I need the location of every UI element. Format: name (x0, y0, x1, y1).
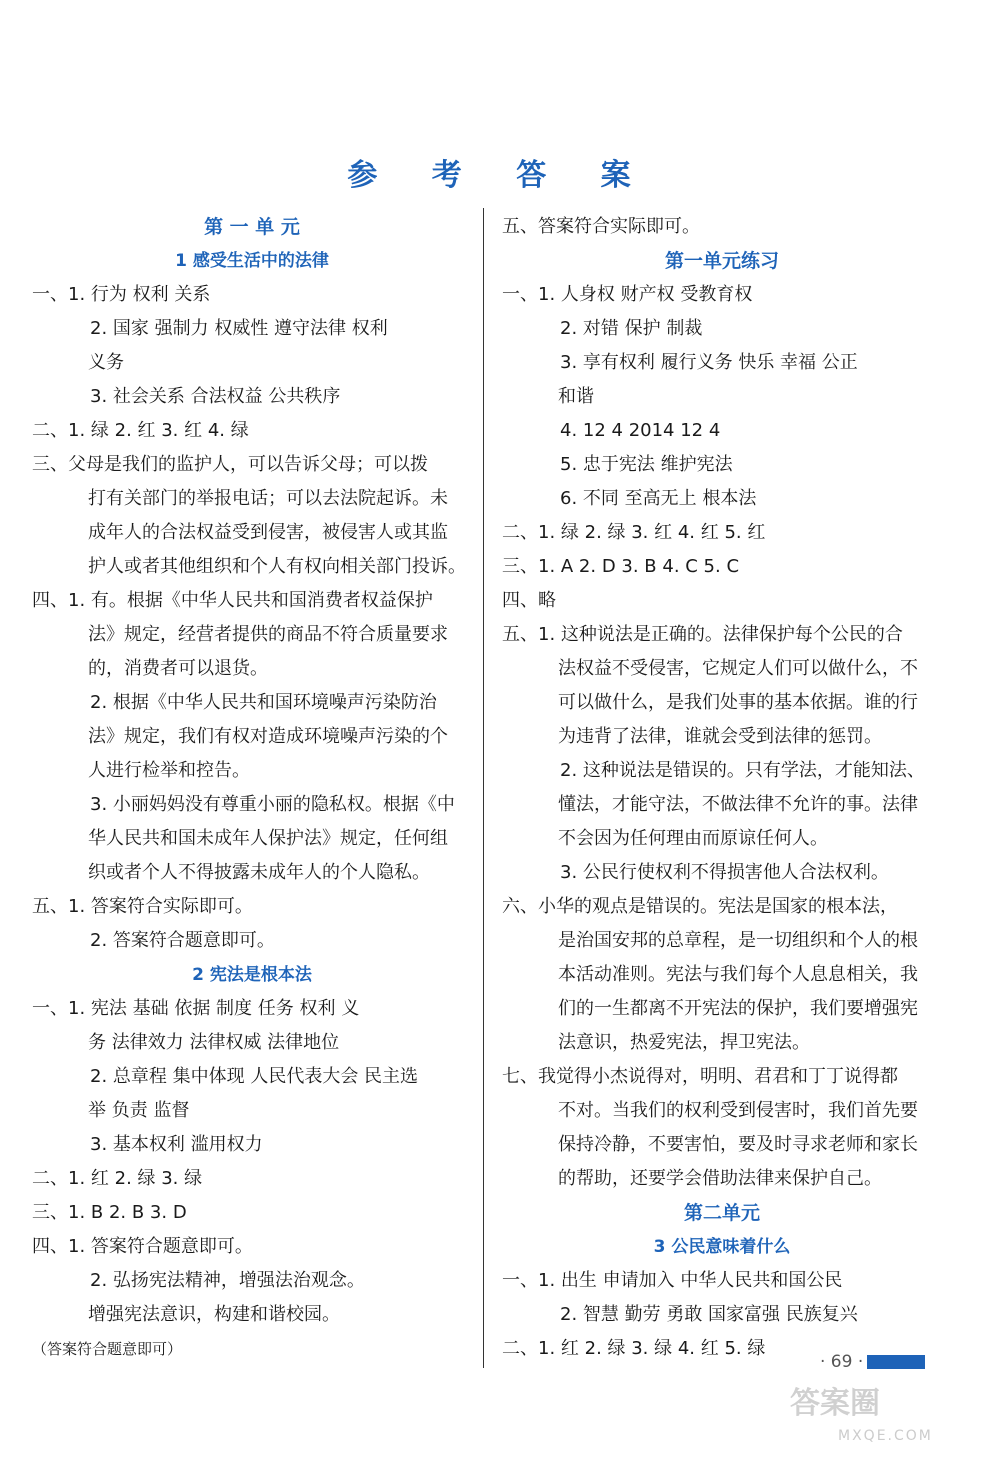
answer-line: 织或者个人不得披露未成年人的个人隐私。 (88, 862, 430, 883)
answer-line: 2. 弘扬宪法精神，增强法治观念。 (90, 1270, 365, 1291)
answer-line: 四、1. 答案符合题意即可。 (32, 1236, 253, 1257)
watermark-logo: 答案圈 (790, 1386, 880, 1421)
page-title: 参 考 答 案 (347, 158, 653, 193)
answer-line: 3. 社会关系 合法权益 公共秩序 (90, 386, 341, 407)
answer-line: 举 负责 监督 (88, 1100, 190, 1121)
answer-line: 3. 享有权利 履行义务 快乐 幸福 公正 (560, 352, 858, 373)
column-divider (483, 208, 484, 1368)
answer-line: 法》规定，经营者提供的商品不符合质量要求 (88, 624, 448, 645)
answer-line: 二、1. 红 2. 绿 3. 绿 (32, 1168, 203, 1189)
lesson-heading: 3 公民意味着什么 (653, 1237, 791, 1257)
answer-line: 四、1. 有。根据《中华人民共和国消费者权益保护 (32, 590, 433, 611)
answer-line: 4. 12 4 2014 12 4 (560, 420, 721, 441)
lesson-heading: 1 感受生活中的法律 (175, 251, 329, 271)
answer-line: 2. 根据《中华人民共和国环境噪声污染防治 (90, 692, 437, 713)
page-number (820, 1352, 925, 1372)
answer-line: 三、1. A 2. D 3. B 4. C 5. C (502, 556, 740, 577)
answer-line: 七、我觉得小杰说得对，明明、君君和丁丁说得都 (502, 1066, 898, 1087)
answer-line: 2. 总章程 集中体现 人民代表大会 民主选 (90, 1066, 419, 1087)
unit-heading: 第二单元 (683, 1202, 760, 1224)
answer-line: 3. 小丽妈妈没有尊重小丽的隐私权。根据《中 (90, 794, 455, 815)
answer-line: 的帮助，还要学会借助法律来保护自己。 (558, 1168, 882, 1189)
answer-line: 6. 不同 至高无上 根本法 (560, 488, 757, 509)
answer-line: 打有关部门的举报电话；可以去法院起诉。未 (88, 488, 448, 509)
answer-line: 义务 (88, 352, 124, 373)
answer-line: 法权益不受侵害，它规定人们可以做什么，不 (558, 658, 918, 679)
answer-line: 五、1. 这种说法是正确的。法律保护每个公民的合 (502, 624, 903, 645)
page-number-bar (867, 1355, 925, 1369)
answer-line: 二、1. 绿 2. 绿 3. 红 4. 红 5. 红 (502, 522, 766, 543)
answer-line: 二、1. 绿 2. 红 3. 红 4. 绿 (32, 420, 249, 441)
answer-line: 人进行检举和控告。 (88, 760, 250, 781)
lesson-heading: 2 宪法是根本法 (192, 965, 312, 985)
answer-line: 增强宪法意识，构建和谐校园。 (88, 1304, 340, 1325)
right-column (502, 210, 942, 1366)
answer-line: 们的一生都离不开宪法的保护，我们要增强宪 (558, 998, 918, 1019)
answer-line: 六、小华的观点是错误的。宪法是国家的根本法， (502, 896, 898, 917)
answer-line: 和谐 (558, 386, 594, 407)
answer-line: 法意识，热爱宪法，捍卫宪法。 (558, 1032, 810, 1053)
unit-heading: 第 一 单 元 (204, 216, 300, 238)
answer-line: 二、1. 红 2. 绿 3. 绿 4. 红 5. 绿 (502, 1338, 766, 1359)
answer-line: 五、答案符合实际即可。 (502, 216, 700, 237)
answer-line: 成年人的合法权益受到侵害，被侵害人或其监 (88, 522, 448, 543)
answer-line: 3. 基本权利 滥用权力 (90, 1134, 263, 1155)
answer-line: 2. 这种说法是错误的。只有学法，才能知法、 (560, 760, 925, 781)
answer-line: 法》规定，我们有权对造成环境噪声污染的个 (88, 726, 448, 747)
watermark-url: MXQE.COM (838, 1428, 933, 1444)
answer-line: 懂法，才能守法，不做法律不允许的事。法律 (558, 794, 918, 815)
answer-line: 不对。当我们的权利受到侵害时，我们首先要 (558, 1100, 918, 1121)
answer-line: 五、1. 答案符合实际即可。 (32, 896, 253, 917)
answer-line: 一、1. 行为 权利 关系 (32, 284, 211, 305)
answer-line: 保持冷静，不要害怕，要及时寻求老师和家长 (558, 1134, 918, 1155)
answer-line: 华人民共和国未成年人保护法》规定，任何组 (88, 828, 448, 849)
answer-line: 护人或者其他组织和个人有权向相关部门投诉。 (88, 556, 466, 577)
answer-line: 是治国安邦的总章程，是一切组织和个人的根 (558, 930, 918, 951)
answer-line: 一、1. 出生 申请加入 中华人民共和国公民 (502, 1270, 843, 1291)
answer-line: 为违背了法律，谁就会受到法律的惩罚。 (558, 726, 882, 747)
answer-line: 三、1. B 2. B 3. D (32, 1202, 187, 1223)
answer-line: 务 法律效力 法律权威 法律地位 (88, 1032, 340, 1053)
left-column (32, 210, 472, 1366)
answer-line: （答案符合题意即可） (32, 1340, 183, 1358)
unit-heading: 第一单元练习 (664, 250, 779, 272)
answer-line: 四、略 (502, 590, 556, 611)
answer-line: 5. 忠于宪法 维护宪法 (560, 454, 733, 475)
answer-line: 三、父母是我们的监护人，可以告诉父母；可以拨 (32, 454, 428, 475)
answer-line: 可以做什么，是我们处事的基本依据。谁的行 (558, 692, 918, 713)
answer-line: 3. 公民行使权利不得损害他人合法权利。 (560, 862, 889, 883)
answer-line: 本活动准则。宪法与我们每个人息息相关，我 (558, 964, 918, 985)
answer-line: 2. 智慧 勤劳 勇敢 国家富强 民族复兴 (560, 1304, 858, 1325)
answer-line: 一、1. 宪法 基础 依据 制度 任务 权利 义 (32, 998, 360, 1019)
answer-line: 2. 对错 保护 制裁 (560, 318, 703, 339)
answer-line: 的，消费者可以退货。 (88, 658, 268, 679)
answer-line: 不会因为任何理由而原谅任何人。 (558, 828, 828, 849)
answer-line: 2. 答案符合题意即可。 (90, 930, 275, 951)
page-number-text: · 69 · (820, 1352, 864, 1372)
answer-line: 2. 国家 强制力 权威性 遵守法律 权利 (90, 318, 388, 339)
answer-line: 一、1. 人身权 财产权 受教育权 (502, 284, 753, 305)
